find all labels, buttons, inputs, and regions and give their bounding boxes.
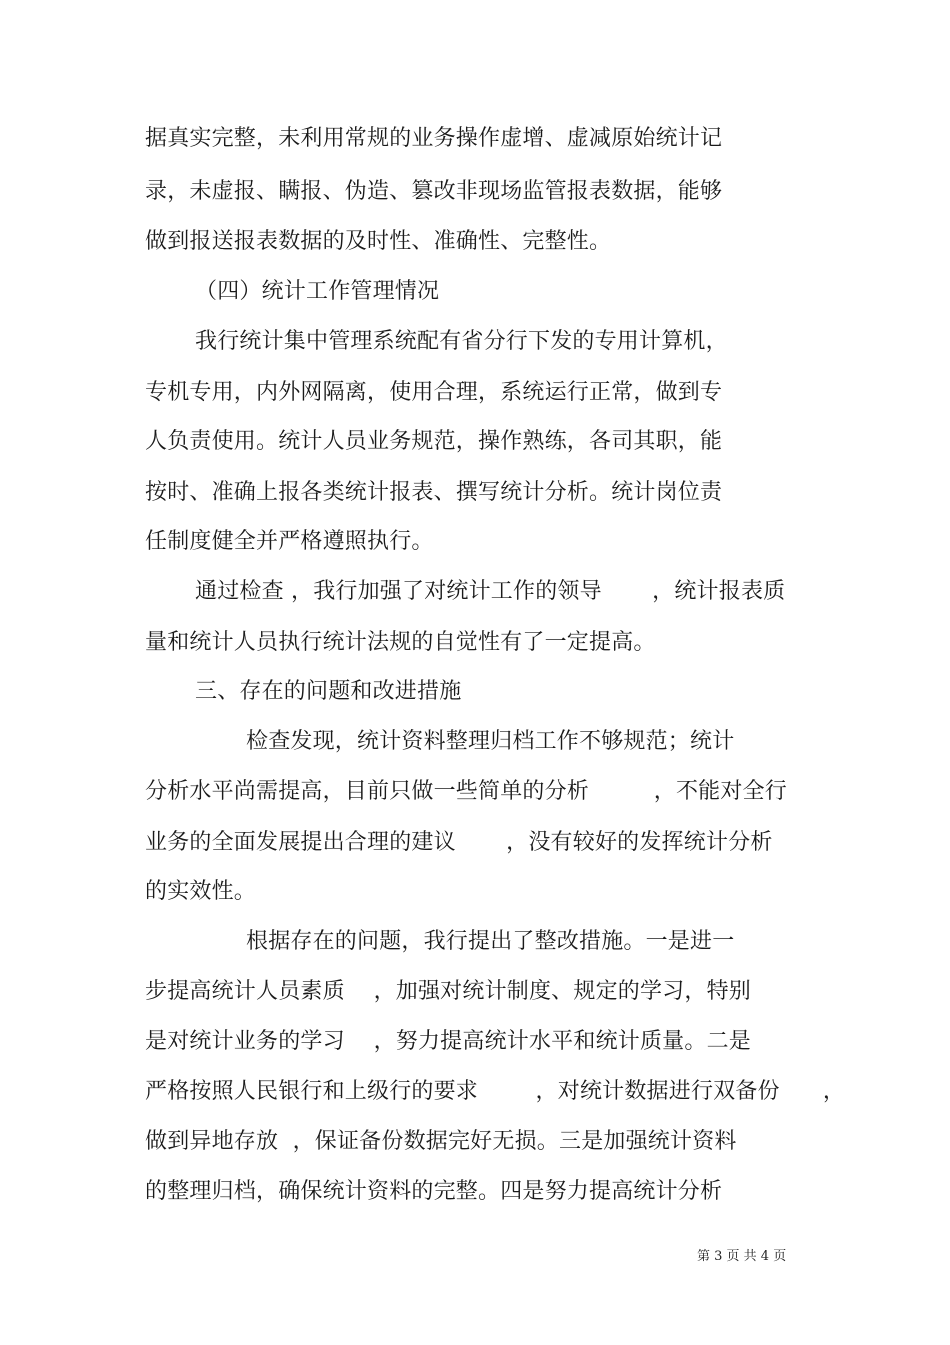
text-line: 检查发现，统计资料整理归档工作不够规范；统计 [246, 729, 735, 754]
text-line: 专机专用，内外网隔离，使用合理，系统运行正常，做到专 [145, 380, 723, 405]
text-line: 根据存在的问题，我行提出了整改措施。一是进一 [246, 929, 735, 954]
text-line: 的整理归档，确保统计资料的完整。四是努力提高统计分析 [145, 1179, 723, 1204]
text-line: 任制度健全并严格遵照执行。 [145, 529, 434, 554]
text-line: 按时、准确上报各类统计报表、撰写统计分析。统计岗位责 [145, 480, 723, 505]
text-line: 做到异地存放 ，保证备份数据完好无损。三是加强统计资料 [145, 1129, 737, 1154]
text-line: 据真实完整，未利用常规的业务操作虚增、虚减原始统计记 [145, 126, 723, 151]
section-heading: （四）统计工作管理情况 [195, 279, 440, 304]
text-line: 通过检查 ，我行加强了对统计工作的领导 ，统计报表质 [195, 579, 786, 604]
section-heading: 三、存在的问题和改进措施 [195, 679, 462, 704]
text-line: 分析水平尚需提高，目前只做一些简单的分析 ，不能对全行 [145, 779, 787, 804]
text-line: 量和统计人员执行统计法规的自觉性有了一定提高。 [145, 630, 656, 655]
text-line: 步提高统计人员素质 ，加强对统计制度、规定的学习，特别 [145, 979, 751, 1004]
text-line: 业务的全面发展提出合理的建议 ，没有较好的发挥统计分析 [145, 830, 773, 855]
page-number: 第 3 页 共 4 页 [697, 1249, 787, 1264]
text-line: 做到报送报表数据的及时性、准确性、完整性。 [145, 229, 612, 254]
text-line: 人负责使用。统计人员业务规范，操作熟练，各司其职，能 [145, 429, 723, 454]
text-line: 录，未虚报、瞒报、伪造、篡改非现场监管报表数据，能够 [145, 179, 723, 204]
text-line: 严格按照人民银行和上级行的要求 ，对统计数据进行双备份 ， [145, 1079, 846, 1104]
text-line: 我行统计集中管理系统配有省分行下发的专用计算机， [195, 329, 728, 354]
text-line: 是对统计业务的学习 ，努力提高统计水平和统计质量。二是 [145, 1029, 751, 1054]
text-line: 的实效性。 [145, 879, 257, 904]
